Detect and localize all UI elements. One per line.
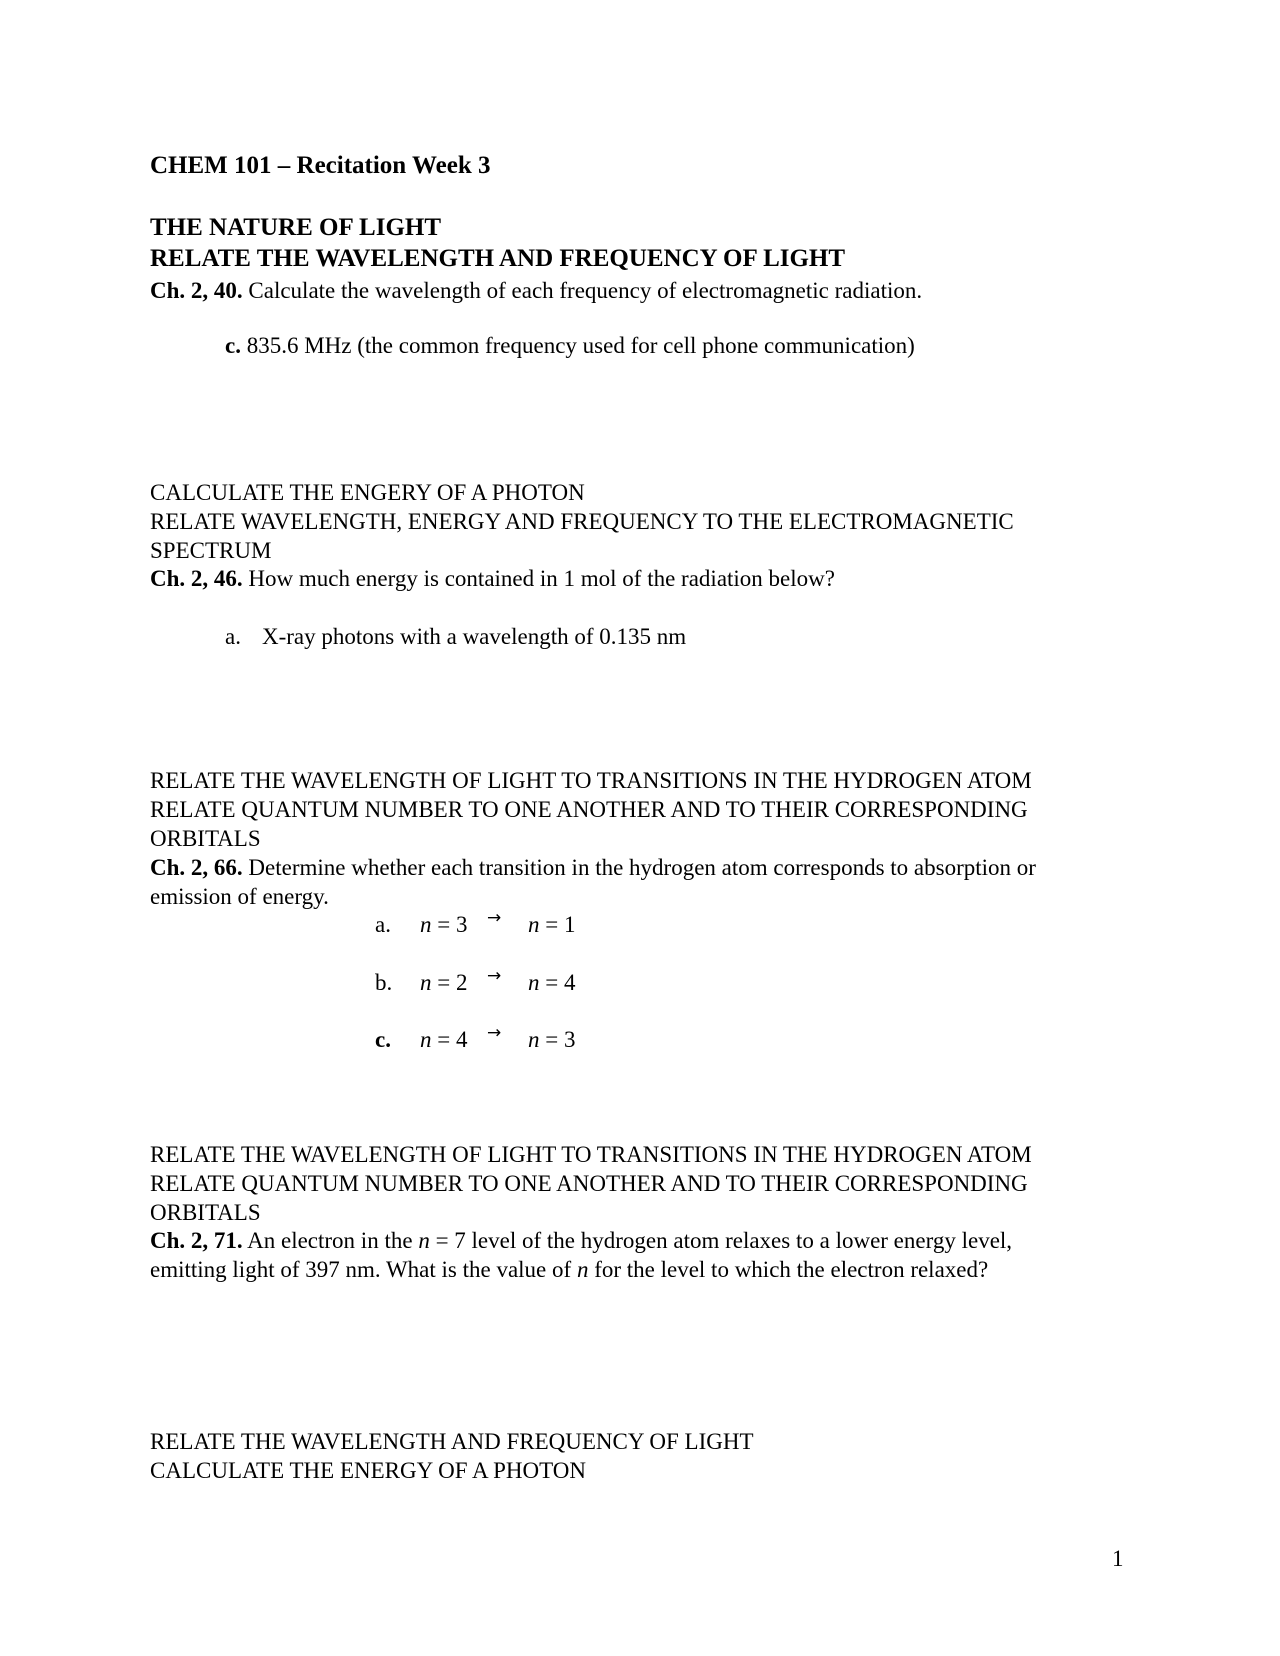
course-title: CHEM 101 – Recitation Week 3 xyxy=(150,152,491,179)
to-val: = 1 xyxy=(539,912,576,937)
transition-from xyxy=(420,910,467,939)
problem-ref: Ch. 2, 40. xyxy=(150,278,243,303)
part-label: c. xyxy=(225,333,241,358)
transition-to xyxy=(528,968,575,997)
section2-heading1: CALCULATE THE ENGERY OF A PHOTON xyxy=(150,480,585,505)
problem-text-d: for the level to which the electron relaxed? xyxy=(588,1257,989,1282)
section1-problem xyxy=(150,276,922,305)
section1-part-c xyxy=(225,331,915,360)
from-var: n xyxy=(420,1027,432,1052)
to-var: n xyxy=(528,970,540,995)
arrow-icon: → xyxy=(487,966,502,986)
section5-heading2: CALCULATE THE ENERGY OF A PHOTON xyxy=(150,1458,586,1483)
transition-to xyxy=(528,910,575,939)
section4-problem-line1 xyxy=(150,1226,1012,1255)
to-var: n xyxy=(528,912,540,937)
from-var: n xyxy=(420,970,432,995)
section2-part-a-text: X-ray photons with a wavelength of 0.135 nm xyxy=(262,624,687,649)
section3-problem-line1 xyxy=(150,853,1036,882)
to-val: = 3 xyxy=(539,1027,576,1052)
transition-label: b. xyxy=(375,970,393,995)
problem-ref: Ch. 2, 71. xyxy=(150,1228,243,1253)
to-var: n xyxy=(528,1027,540,1052)
transition-to xyxy=(528,1025,575,1054)
n-variable: n xyxy=(418,1228,430,1253)
section2-heading2: RELATE WAVELENGTH, ENERGY AND FREQUENCY TO THE ELECTROMAGNETIC xyxy=(150,509,1014,534)
problem-text: How much energy is contained in 1 mol of the radiation below? xyxy=(242,566,835,591)
problem-text: Calculate the wavelength of each frequency of electromagnetic radiation. xyxy=(242,278,923,303)
problem-text-b: = 7 level of the hydrogen atom relaxes to a lower energy level, xyxy=(429,1228,1013,1253)
section1-heading1: THE NATURE OF LIGHT xyxy=(150,214,442,241)
section4-problem-line2 xyxy=(150,1255,988,1284)
section5-heading1: RELATE THE WAVELENGTH AND FREQUENCY OF LIGHT xyxy=(150,1429,754,1454)
section3-heading2: RELATE QUANTUM NUMBER TO ONE ANOTHER AND TO THEIR CORRESPONDING xyxy=(150,797,1028,822)
from-var: n xyxy=(420,912,432,937)
from-val: = 3 xyxy=(431,912,468,937)
section4-heading3: ORBITALS xyxy=(150,1200,261,1225)
transition-label: c. xyxy=(375,1027,391,1052)
problem-ref: Ch. 2, 46. xyxy=(150,566,243,591)
part-text: 835.6 MHz (the common frequency used for cell phone communication) xyxy=(240,333,915,358)
section2-heading3: SPECTRUM xyxy=(150,538,272,563)
arrow-icon: → xyxy=(487,908,502,928)
problem-ref: Ch. 2, 66. xyxy=(150,855,243,880)
n-variable: n xyxy=(576,1257,589,1282)
problem-text-a: An electron in the xyxy=(242,1228,419,1253)
section4-heading2: RELATE QUANTUM NUMBER TO ONE ANOTHER AND TO THEIR CORRESPONDING xyxy=(150,1171,1028,1196)
section1-heading2: RELATE THE WAVELENGTH AND FREQUENCY OF LIGHT xyxy=(150,245,846,272)
section4-heading1: RELATE THE WAVELENGTH OF LIGHT TO TRANSITIONS IN THE HYDROGEN ATOM xyxy=(150,1142,1032,1167)
page-number: 1 xyxy=(1112,1546,1124,1571)
section2-part-a-label: a. xyxy=(225,624,241,649)
section2-problem xyxy=(150,564,835,593)
transition-from xyxy=(420,968,467,997)
transition-label: a. xyxy=(375,912,391,937)
from-val: = 4 xyxy=(431,1027,468,1052)
from-val: = 2 xyxy=(431,970,468,995)
arrow-icon: → xyxy=(487,1023,502,1043)
transition-from xyxy=(420,1025,467,1054)
section3-heading1: RELATE THE WAVELENGTH OF LIGHT TO TRANSITIONS IN THE HYDROGEN ATOM xyxy=(150,768,1032,793)
section3-problem-line2: emission of energy. xyxy=(150,884,329,909)
to-val: = 4 xyxy=(539,970,576,995)
problem-text: Determine whether each transition in the hydrogen atom corresponds to absorption or xyxy=(242,855,1036,880)
problem-text-c: emitting light of 397 nm. What is the value of xyxy=(150,1257,577,1282)
section3-heading3: ORBITALS xyxy=(150,826,261,851)
